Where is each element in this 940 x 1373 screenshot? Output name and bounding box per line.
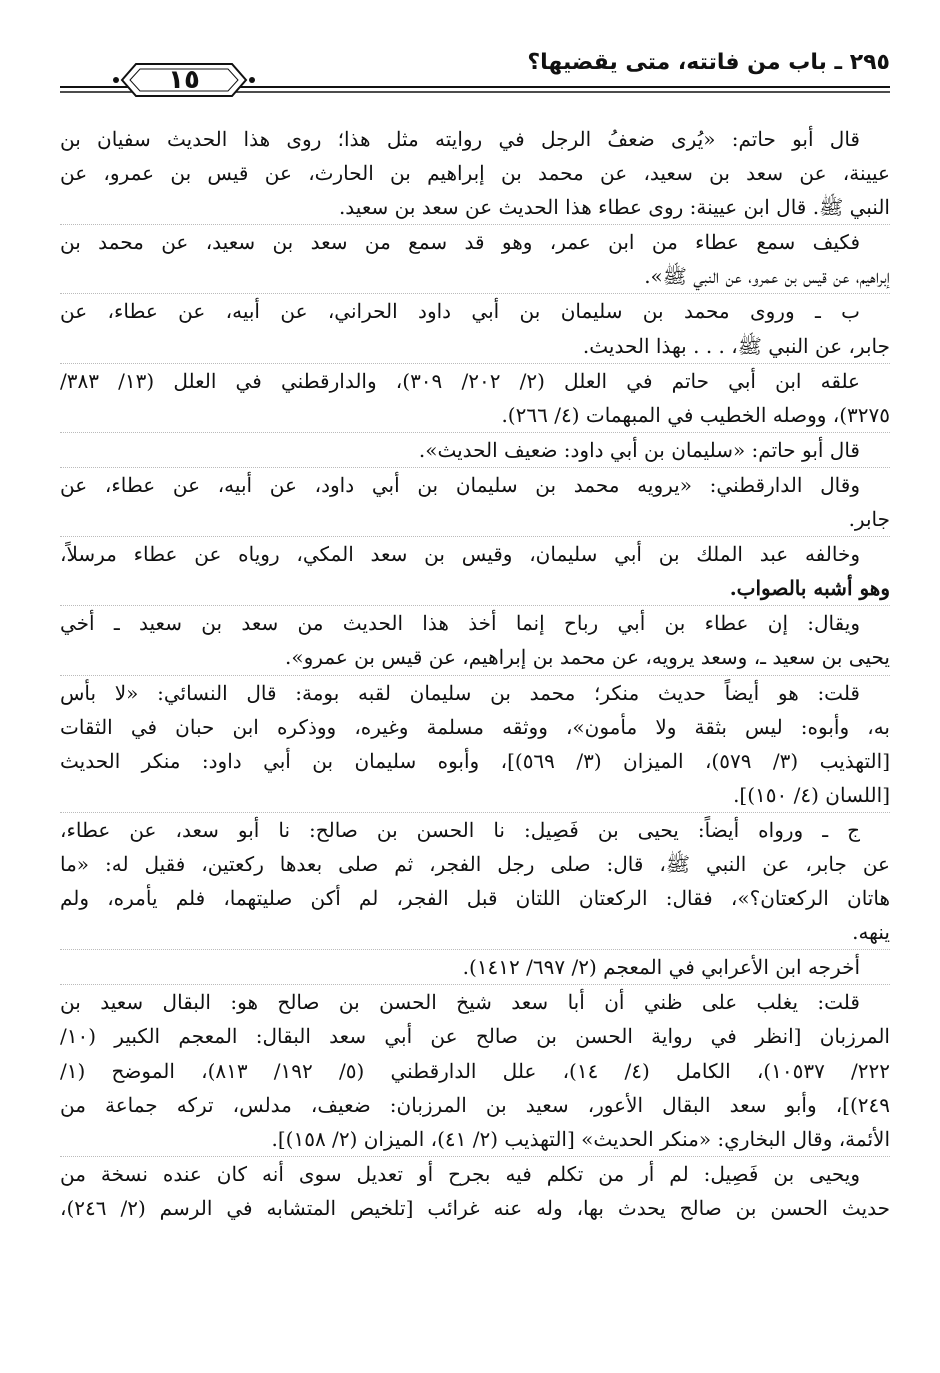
text-line: النبي ﷺ. قال ابن عيينة: روى عطاء هذا الحديث عن سعد بن سعيد.	[338, 195, 890, 220]
paragraph	[60, 294, 890, 363]
page-header	[60, 50, 890, 110]
text-line: حديث الحسن بن صالح يحدث بها، وله عنه غرائب [تلخيص المتشابه في الرسم (٢/ ٢٤٦)،	[60, 1195, 890, 1220]
text-line: ب ـ وروى محمد بن سليمان بن أبي داود الحراني، عن أبيه، عن عطاء، عن	[60, 299, 860, 324]
paragraph	[60, 433, 890, 468]
paragraph	[60, 606, 890, 675]
text-line: ٢٤٩)]، وأبو سعد البقال الأعور، سعيد بن المرزبان: ضعيف، مدلس، تركه جماعة من	[60, 1092, 890, 1117]
text-line: ويقال: إن عطاء بن أبي رباح إنما أخذ هذا الحديث من سعد بن سعيد ـ أخي	[60, 611, 860, 636]
text-line: جابر، عن النبي ﷺ، . . . بهذا الحديث.	[582, 333, 890, 358]
text-line: قال أبو حاتم: «سليمان بن أبي داود: ضعيف الحديث».	[418, 437, 860, 462]
text-line: به، وأبوه: ليس بثقة ولا مأمون»، ووثقه مسلمة وغيره، ووذكره ابن حبان في الثقات	[60, 714, 890, 739]
text-line: وخالفه عبد الملك بن أبي سليمان، وقيس بن سعد المكي، روياه عن عطاء مرسلاً،	[60, 542, 860, 567]
text-line: وهو أشبه بالصواب.	[729, 576, 890, 601]
page-number-badge	[110, 58, 258, 102]
text-line: هاتان الركعتان؟»، فقال: الركعتان اللتان قبل الفجر، لم أكن صليتهما، فلم يأمره، ولم	[60, 886, 890, 911]
text-line: ينهه.	[852, 920, 890, 945]
text-line: [اللسان (٤/ ١٥٠)].	[733, 782, 890, 807]
text-line: عن جابر، عن النبي ﷺ، قال: صلى رجل الفجر، ثم صلى بعدها ركعتين، فقيل له: «ما	[60, 851, 890, 876]
text-line: عيينة، عن سعد بن سعيد، عن محمد بن إبراهيم بن الحارث، عن قيس بن عمرو، عن	[60, 161, 890, 186]
text-line: ٢٢٢/ ١٠٥٣٧)، الكامل (٤/ ١٤)، علل الدارقطني (٥/ ١٩٢/ ٨١٣)، الموضح (١/	[60, 1058, 890, 1083]
chapter-title: ٢٩٥ ـ باب من فاتته، متى يقضيها؟	[527, 50, 890, 75]
text-line: علقه ابن أبي حاتم في العلل (٢/ ٢٠٢/ ٣٠٩)، والدارقطني في العلل (١٣/ ٣٨٣/	[60, 368, 860, 393]
paragraph	[60, 676, 890, 813]
text-line: ويحيى بن فَصِيل: لم أر من تكلم فيه بجرح أو تعديل سوى أنه كان عنده نسخة من	[60, 1161, 860, 1186]
paragraph	[60, 225, 890, 294]
text-line: ج ـ ورواه أيضاً: يحيى بن فَصِيل: نا الحسن بن صالح: نا أبو سعد، عن عطاء،	[60, 817, 860, 842]
paragraph	[60, 950, 890, 985]
paragraph	[60, 537, 890, 606]
paragraph	[60, 364, 890, 433]
text-line: ٣٢٧٥)، ووصله الخطيب في المبهمات (٤/ ٢٦٦).	[501, 402, 890, 427]
page-number: ١٥	[168, 65, 200, 95]
text-line: المرزبان [انظر في رواية الحسن بن صالح عن أبي سعد البقال: المعجم الكبير (١٠/	[60, 1024, 890, 1049]
text-line: يحيى بن سعيد ـ، وسعد يرويه، عن محمد بن إبراهيم، عن قيس بن عمرو».	[285, 645, 890, 670]
paragraph	[60, 985, 890, 1156]
text-line: [التهذيب (٣/ ٥٧٩)، الميزان (٣/ ٥٦٩)]، وأبوه سليمان بن أبي داود: منكر الحديث	[60, 748, 890, 773]
text-line: قلت: هو أيضاً حديث منكر؛ محمد بن سليمان لقبه بومة: قال النسائي: «لا بأس	[60, 680, 860, 705]
paragraph	[60, 1157, 890, 1225]
text-line: وقال الدارقطني: «يرويه محمد بن سليمان بن أبي داود، عن أبيه، عن عطاء، عن	[60, 472, 860, 497]
text-line: الأئمة، وقال البخاري: «منكر الحديث» [التهذيب (٢/ ٤١)، الميزان (٢/ ١٥٨)].	[271, 1126, 890, 1151]
paragraph	[60, 468, 890, 537]
page-body	[60, 122, 890, 1225]
text-line: فكيف سمع عطاء من ابن عمر، وهو قد سمع من سعد بن سعيد، عن محمد بن	[60, 230, 860, 255]
text-line: أخرجه ابن الأعرابي في المعجم (٢/ ٦٩٧/ ١٤١٢).	[462, 955, 860, 980]
text-line: جابر.	[848, 507, 890, 532]
text-line: قال أبو حاتم: «يُرى ضعفُ الرجل في روايته مثل هذا؛ روى هذا الحديث سفيان بن	[60, 127, 860, 151]
paragraph	[60, 122, 890, 225]
text-line: قلت: يغلب على ظني أن أبا سعد شيخ الحسن بن صالح هو: البقال سعيد بن	[60, 990, 860, 1015]
text-line: إبراهيم، عن قيس بن عمرو، عن النبي ﷺ».	[644, 264, 890, 289]
paragraph	[60, 813, 890, 950]
